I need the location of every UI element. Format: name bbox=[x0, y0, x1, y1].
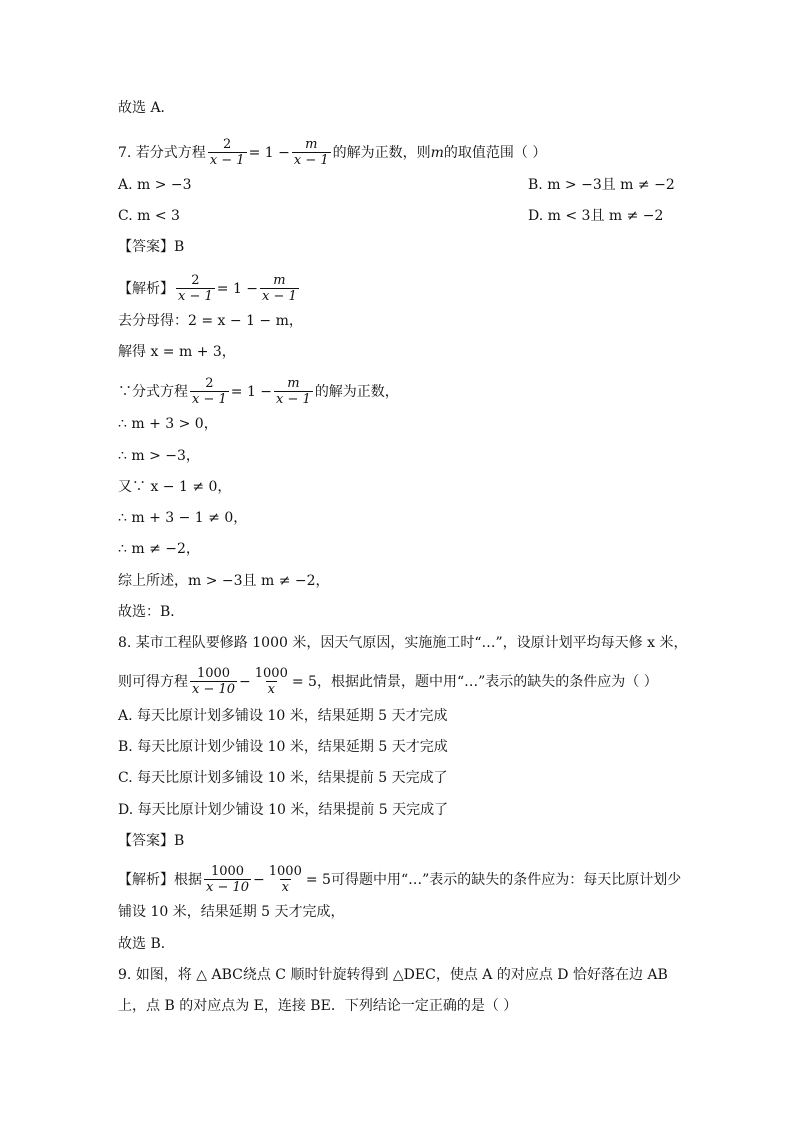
text-segment: = 1 − bbox=[248, 144, 290, 161]
text-segment: ∵分式方程 bbox=[118, 383, 188, 400]
text-segment: = 5，根据此情景，题中用“…”表示的缺失的条件应为（ ） bbox=[291, 673, 658, 690]
text-segment: = 1 − bbox=[216, 280, 259, 297]
text-segment: 【解析】根据 bbox=[118, 871, 202, 888]
text-segment: 的解为正数，则 bbox=[332, 144, 431, 161]
option-b: B. m > −3且 m ≠ −2 bbox=[528, 177, 675, 193]
option-c: C. m < 3 bbox=[118, 208, 180, 224]
denominator: x bbox=[281, 880, 289, 895]
denominator: x − 1 bbox=[276, 392, 311, 407]
option-b: B. 每天比原计划少铺设 10 米，结果延期 5 天才完成 bbox=[118, 739, 448, 755]
text-segment: = 5可得题中用“…”表示的缺失的条件应为：每天比原计划少 bbox=[305, 871, 682, 888]
text-line: 故选 B． bbox=[118, 936, 175, 952]
fraction bbox=[253, 666, 290, 697]
fraction bbox=[190, 376, 229, 407]
question-8-equation bbox=[118, 666, 658, 697]
fraction bbox=[267, 864, 304, 895]
fraction bbox=[274, 376, 313, 407]
numerator: 1000 bbox=[254, 666, 288, 681]
fraction bbox=[260, 273, 299, 304]
denominator: x − 1 bbox=[209, 153, 245, 168]
text-line: ∴ m + 3 > 0， bbox=[118, 416, 218, 432]
question-7 bbox=[118, 137, 546, 168]
fraction bbox=[204, 864, 251, 895]
text-segment: 的解为正数， bbox=[314, 383, 399, 400]
text-line: ∴ m + 3 − 1 ≠ 0， bbox=[118, 510, 248, 526]
analysis-line bbox=[118, 864, 681, 895]
fraction bbox=[292, 137, 331, 168]
text-segment: 则可得方程 bbox=[118, 673, 188, 690]
text-line: 故选：B． bbox=[118, 604, 185, 620]
question-8: 8. 某市工程队要修路 1000 米，因天气原因，实施施工时“…”，设原计划平均每天修 x 米， bbox=[118, 635, 688, 651]
text-segment: 的取值范围（ ） bbox=[443, 144, 547, 161]
fraction bbox=[208, 137, 247, 168]
text-line: ∴ m ≠ −2， bbox=[118, 541, 200, 557]
option-a: A. 每天比原计划多铺设 10 米，结果延期 5 天才完成 bbox=[118, 708, 448, 724]
numerator: m bbox=[287, 376, 300, 391]
text-line: 故选 A． bbox=[118, 100, 175, 116]
question-9: 9. 如图，将 △ ABC绕点 C 顺时针旋转得到 △DEC，使点 A 的对应点 D 恰好落在边 AB bbox=[118, 967, 668, 983]
denominator: x − 10 bbox=[192, 682, 236, 697]
option-a: A. m > −3 bbox=[118, 177, 192, 193]
numerator: 1000 bbox=[196, 666, 231, 681]
option-d: D. m < 3且 m ≠ −2 bbox=[528, 208, 664, 224]
text-segment: − bbox=[253, 871, 265, 888]
numerator: 2 bbox=[223, 137, 232, 152]
option-d: D. 每天比原计划少铺设 10 米，结果提前 5 天完成了 bbox=[118, 802, 449, 818]
answer-label: 【答案】B bbox=[118, 239, 185, 255]
denominator: x − 10 bbox=[206, 880, 250, 895]
numerator: 1000 bbox=[268, 864, 302, 879]
denominator: x − 1 bbox=[192, 392, 227, 407]
text-segment: − bbox=[239, 673, 251, 690]
denominator: x − 1 bbox=[293, 153, 329, 168]
text-line bbox=[118, 376, 399, 407]
fraction bbox=[176, 273, 215, 304]
numerator: 2 bbox=[205, 376, 214, 391]
text-line: ∴ m > −3， bbox=[118, 448, 200, 464]
text-line: 铺设 10 米，结果延期 5 天才完成， bbox=[118, 904, 345, 920]
numerator: m bbox=[305, 137, 318, 152]
denominator: x − 1 bbox=[178, 289, 213, 304]
text-segment: = 1 − bbox=[230, 383, 273, 400]
option-c: C. 每天比原计划多铺设 10 米，结果提前 5 天完成了 bbox=[118, 770, 448, 786]
fraction bbox=[190, 666, 237, 697]
text-line: 又∵ x − 1 ≠ 0， bbox=[118, 479, 232, 495]
numerator: 1000 bbox=[210, 864, 245, 879]
text-segment: 7. 若分式方程 bbox=[118, 144, 206, 161]
text-line: 解得 x = m + 3， bbox=[118, 344, 236, 360]
text-segment: 【解析】 bbox=[118, 280, 174, 297]
variable: m bbox=[430, 144, 444, 161]
question-9-continued: 上，点 B 的对应点为 E，连接 BE．下列结论一定正确的是（ ） bbox=[118, 998, 518, 1014]
text-line: 综上所述，m > −3且 m ≠ −2， bbox=[118, 573, 330, 589]
denominator: x − 1 bbox=[262, 289, 297, 304]
text-line: 去分母得：2 = x − 1 − m， bbox=[118, 313, 303, 329]
numerator: 2 bbox=[191, 273, 200, 288]
answer-label: 【答案】B bbox=[118, 833, 185, 849]
numerator: m bbox=[273, 273, 286, 288]
analysis-line bbox=[118, 273, 301, 304]
denominator: x bbox=[267, 682, 275, 697]
